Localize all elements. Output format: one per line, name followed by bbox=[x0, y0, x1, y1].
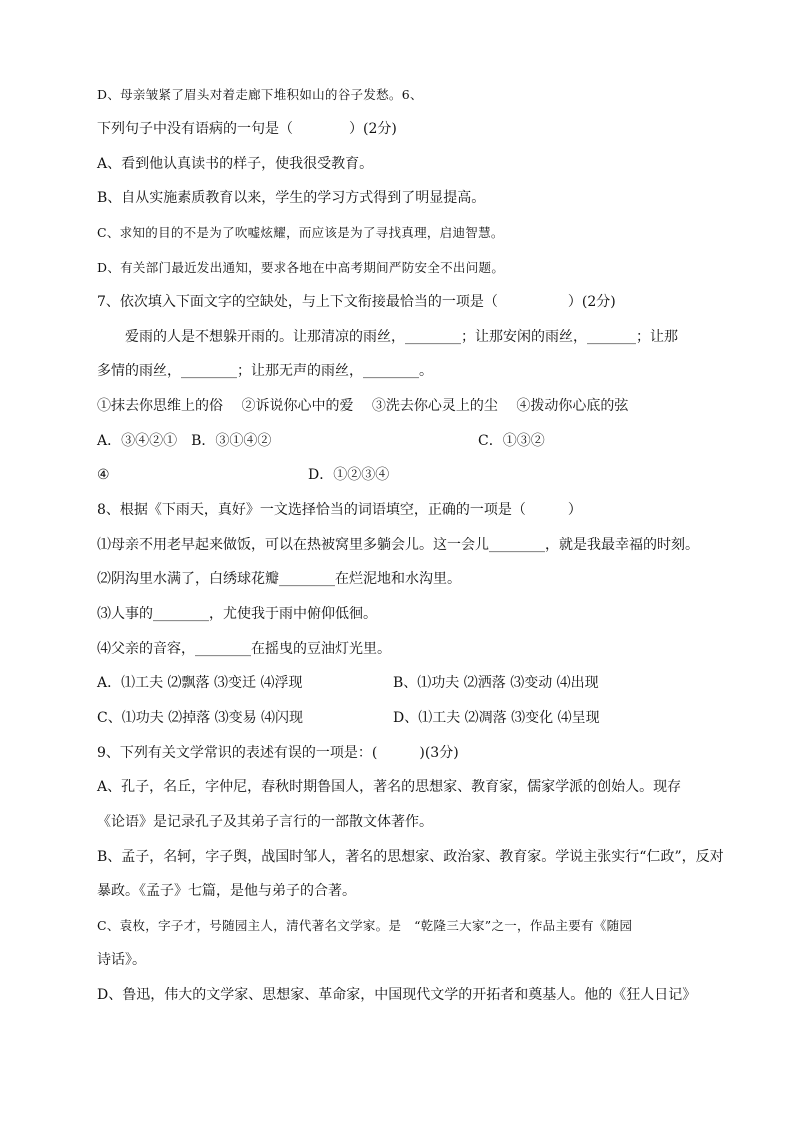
q7-passage-line-2: 多情的雨丝，________；让那无声的雨丝，________。 bbox=[97, 363, 433, 379]
q5-option-d: D、母亲皱紧了眉头对着走廊下堆积如山的谷子发愁。6、 bbox=[97, 87, 423, 102]
q9-option-a-line-2: 《论语》是记录孔子及其弟子言行的一部散文体著作。 bbox=[97, 814, 433, 830]
q6-option-b: B、自从实施素质教育以来，学生的学习方式得到了明显提高。 bbox=[97, 190, 486, 206]
q8-stem: 8、根据《下雨天，真好》一文选择恰当的词语填空，正确的一项是（ ） bbox=[97, 502, 582, 518]
q8-item-2: ⑵阴沟里水满了，白绣球花瓣________在烂泥地和水沟里。 bbox=[97, 571, 461, 587]
q7-option-c-cont: ④ bbox=[97, 467, 110, 483]
q8-option-a: A．⑴工夫 ⑵飘落 ⑶变迁 ⑷浮现 bbox=[97, 675, 303, 691]
q8-item-1: ⑴母亲不用老早起来做饭，可以在热被窝里多躺会儿。这一会儿________，就是我最幸福的时刻。 bbox=[97, 537, 699, 553]
q6-option-c: C、求知的目的不是为了吹嘘炫耀，而应该是为了寻找真理，启迪智慧。 bbox=[97, 225, 504, 240]
q7-option-c: C．①③② bbox=[478, 433, 545, 449]
q8-item-4: ⑷父亲的音容，________在摇曳的豆油灯光里。 bbox=[97, 641, 391, 657]
q9-option-c-line-1: C、袁枚，字子才，号随园主人，清代著名文学家。是 “乾隆三大家”之一，作品主要有《随园 bbox=[97, 918, 633, 933]
q6-stem: 下列句子中没有语病的一句是（ ）(2分) bbox=[97, 121, 397, 137]
q8-item-3: ⑶人事的________，尤使我于雨中俯仰低徊。 bbox=[97, 606, 377, 622]
q7-stem: 7、依次填入下面文字的空缺处，与上下文衔接最恰当的一项是（ ）(2分) bbox=[97, 294, 616, 310]
q9-option-a-line-1: A、孔子，名丘，字仲尼，春秋时期鲁国人，著名的思想家、教育家，儒家学派的创始人。现存 bbox=[97, 779, 682, 795]
q7-phrases: ①抹去你思维上的俗 ②诉说你心中的爱 ③洗去你心灵上的尘 ④拨动你心底的弦 bbox=[97, 398, 629, 414]
q6-option-a: A、看到他认真读书的样子，使我很受教育。 bbox=[97, 156, 374, 172]
q9-stem: 9、下列有关文学常识的表述有误的一项是：( )(3分) bbox=[97, 745, 459, 761]
q7-option-d: D．①②③④ bbox=[308, 467, 390, 483]
q7-option-ab: A．③④②① B．③①④② bbox=[97, 433, 272, 449]
q9-option-b-line-1: B、孟子，名轲，字子舆，战国时邹人，著名的思想家、政治家、教育家。学说主张实行“仁政”，反对 bbox=[97, 849, 724, 865]
q9-option-c-line-2: 诗话》。 bbox=[97, 952, 146, 968]
q8-option-c: C、⑴功夫 ⑵掉落 ⑶变易 ⑷闪现 bbox=[97, 710, 304, 726]
q7-passage-line-1: 爱雨的人是不想躲开雨的。让那清凉的雨丝，________；让那安闲的雨丝，_______；让那 bbox=[125, 329, 678, 345]
q9-option-d-line-1: D、鲁迅，伟大的文学家、思想家、革命家，中国现代文学的开拓者和奠基人。他的《狂人日记》 bbox=[97, 987, 697, 1003]
q6-option-d: D、有关部门最近发出通知，要求各地在中高考期间严防安全不出问题。 bbox=[97, 260, 505, 275]
q9-option-b-line-2: 暴政。《孟子》七篇，是他与弟子的合著。 bbox=[97, 883, 356, 899]
q8-option-b: B、⑴功夫 ⑵洒落 ⑶变动 ⑷出现 bbox=[393, 675, 599, 691]
q8-option-d: D、⑴工夫 ⑵凋落 ⑶变化 ⑷呈现 bbox=[393, 710, 600, 726]
